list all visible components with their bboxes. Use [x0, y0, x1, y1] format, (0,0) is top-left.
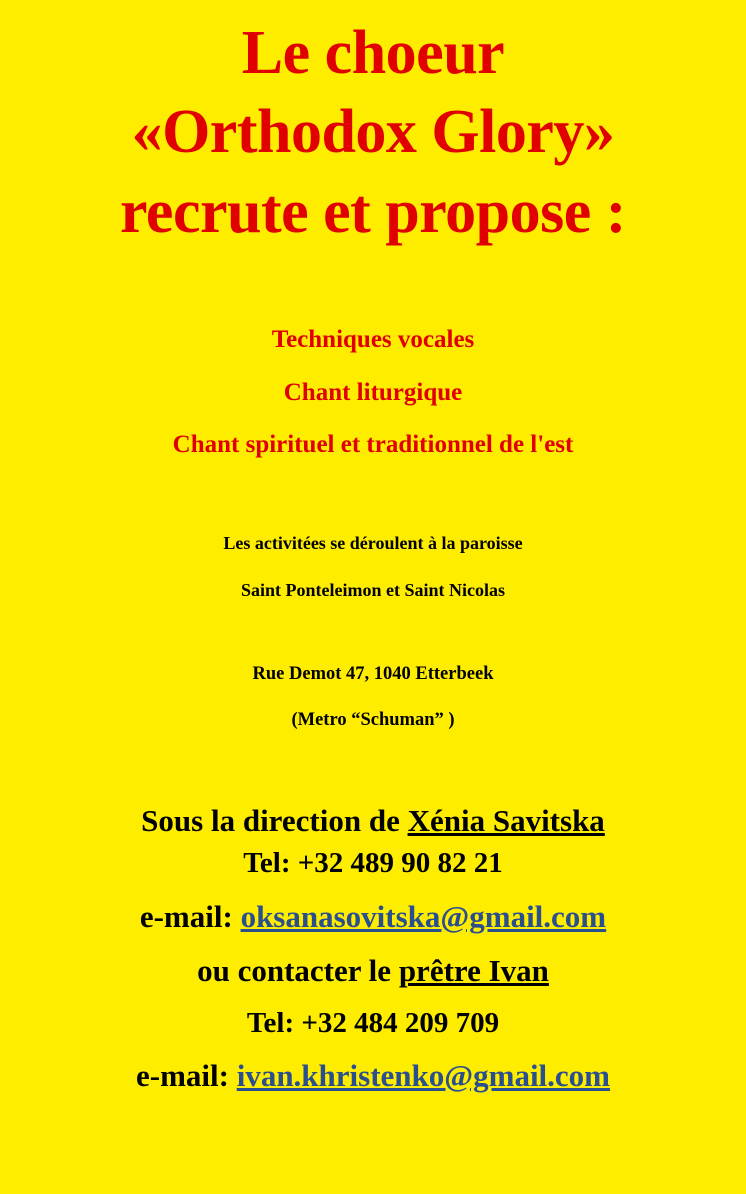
director-line — [8, 799, 738, 843]
offer-item-1: Techniques vocales — [271, 326, 475, 354]
venue-line-1: Les activitées se déroulent à la paroisse — [223, 532, 523, 553]
venue-line-2: Saint Ponteleimon et Saint Nicolas — [241, 580, 505, 601]
venue-info — [8, 520, 738, 615]
priest-phone: Tel: +32 484 209 709 — [246, 1006, 500, 1039]
priest-line — [8, 949, 738, 993]
contact-block — [8, 799, 738, 1097]
headline — [8, 0, 738, 252]
address-line-1: Rue Demot 47, 1040 Etterbeek — [252, 663, 494, 684]
headline-line-1: Le choeur — [241, 19, 505, 87]
offer-list — [8, 314, 738, 472]
spacer-4 — [8, 1044, 738, 1054]
director-email-line — [8, 895, 738, 939]
director-email-link[interactable]: oksanasovitska@gmail.com — [240, 898, 607, 934]
priest-name: prêtre Ivan — [398, 952, 549, 988]
director-phone: Tel: +32 489 90 82 21 — [243, 847, 503, 880]
offer-item-3: Chant spirituel et traditionnel de l'est — [172, 431, 574, 459]
priest-prefix: ou contacter le — [197, 952, 399, 988]
priest-email-link[interactable]: ivan.khristenko@gmail.com — [236, 1057, 611, 1093]
director-name: Xénia Savitska — [407, 803, 605, 839]
priest-email-line — [8, 1054, 738, 1098]
address-line-2: (Metro “Schuman” ) — [291, 710, 455, 731]
offer-item-2: Chant liturgique — [283, 378, 463, 406]
spacer-2 — [8, 939, 738, 949]
director-prefix: Sous la direction de — [141, 803, 408, 839]
spacer-1 — [8, 885, 738, 895]
email-label-1: e-mail: — [139, 898, 241, 934]
spacer-3 — [8, 993, 738, 1003]
address-info — [8, 651, 738, 744]
headline-line-3: recrute et propose : — [120, 177, 626, 246]
email-label-2: e-mail: — [135, 1057, 237, 1093]
headline-line-2: «Orthodox Glory» — [131, 98, 615, 167]
